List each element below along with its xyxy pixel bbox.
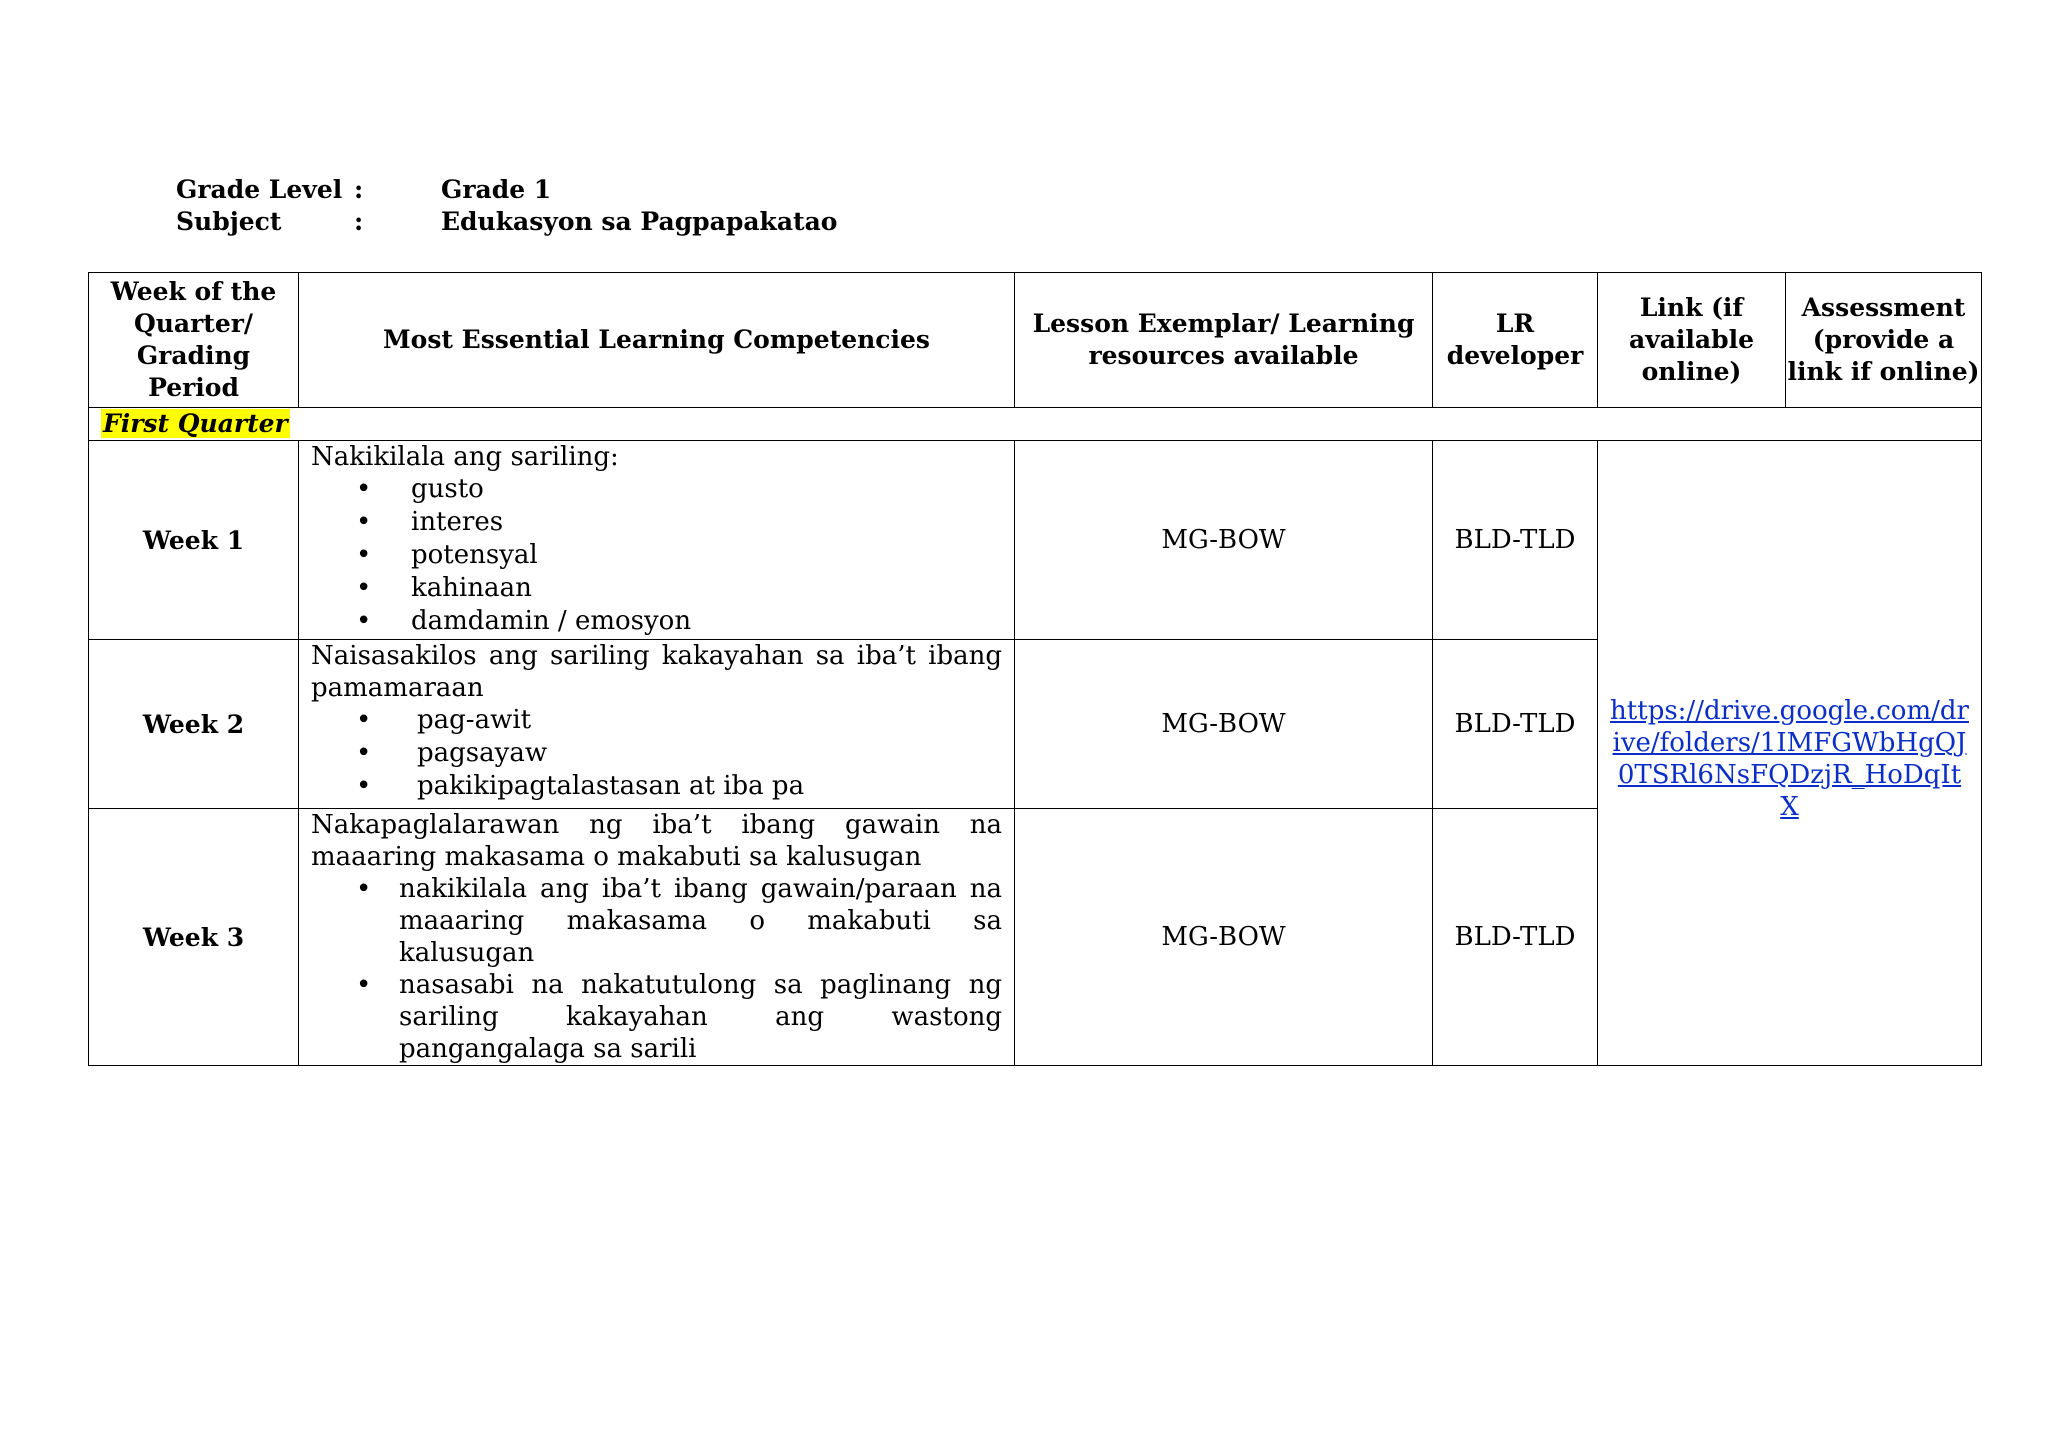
column-header-week: Week of the Quarter/ Grading Period [89, 273, 299, 408]
link-cell [1598, 441, 1982, 1066]
subject-row [176, 206, 837, 238]
column-header-competencies: Most Essential Learning Competencies [299, 273, 1015, 408]
column-header-lesson-exemplar: Lesson Exemplar/ Learning resources available [1015, 273, 1433, 408]
week-label: Week 3 [89, 809, 299, 1066]
column-header-link: Link (if available online) [1598, 273, 1786, 408]
lesson-exemplar-cell: MG-BOW [1015, 441, 1433, 640]
column-header-assessment: Assessment (provide a link if online) [1786, 273, 1982, 408]
bullet-icon: • [356, 606, 372, 636]
list-item: • nasasabi na nakatutulong sa paglinang ng sariling kakayahan ang wastong pangangalaga sa sarili [311, 969, 1002, 1065]
competency-text: Nakikilala ang sariling: [311, 442, 619, 472]
table-header-row [89, 273, 1982, 408]
grade-level-separator: : [354, 175, 364, 204]
competency-cell [299, 640, 1015, 809]
competency-list [311, 704, 1002, 803]
bullet-icon: • [356, 874, 372, 904]
competency-cell [299, 809, 1015, 1066]
lr-developer-cell: BLD-TLD [1433, 640, 1598, 809]
table-row [89, 441, 1982, 640]
list-item: • kahinaan [311, 572, 1002, 605]
lr-developer-cell: BLD-TLD [1433, 441, 1598, 640]
competency-text: Nakapaglalarawan ng iba’t ibang gawain na maaaring makasama o makabuti sa kalusugan [311, 810, 1002, 872]
grade-level-value: Grade 1 [441, 175, 552, 204]
column-header-lr-developer: LR developer [1433, 273, 1598, 408]
bullet-icon: • [356, 970, 372, 1000]
drive-folder-link[interactable]: https://drive.google.com/drive/folders/1IMFGWbHgQJ0TSRl6NsFQDzjR_HoDqItX [1610, 696, 1969, 822]
quarter-row [89, 408, 1982, 441]
lesson-exemplar-cell: MG-BOW [1015, 809, 1433, 1066]
bullet-icon: • [356, 771, 372, 801]
bullet-icon: • [356, 705, 372, 735]
competency-list [311, 473, 1002, 638]
bullet-icon: • [356, 507, 372, 537]
competency-list [311, 873, 1002, 1065]
list-item: • pagsayaw [311, 737, 1002, 770]
list-item: • pag-awit [311, 704, 1002, 737]
list-item: • gusto [311, 473, 1002, 506]
bullet-icon: • [356, 540, 372, 570]
competency-cell [299, 441, 1015, 640]
list-item: • interes [311, 506, 1002, 539]
subject-separator: : [354, 207, 364, 236]
grade-level-label: Grade Level [176, 175, 343, 204]
bullet-icon: • [356, 738, 372, 768]
document-meta [176, 174, 837, 238]
lesson-exemplar-cell: MG-BOW [1015, 640, 1433, 809]
quarter-label: First Quarter [103, 409, 288, 438]
week-label: Week 2 [89, 640, 299, 809]
competencies-table [88, 272, 1982, 1066]
list-item: • damdamin / emosyon [311, 605, 1002, 638]
list-item: • pakikipagtalastasan at iba pa [311, 770, 1002, 803]
subject-label: Subject [176, 207, 282, 236]
lr-developer-cell: BLD-TLD [1433, 809, 1598, 1066]
grade-level-row [176, 174, 837, 206]
list-item: • potensyal [311, 539, 1002, 572]
list-item: • nakikilala ang iba’t ibang gawain/paraan na maaaring makasama o makabuti sa kalusugan [311, 873, 1002, 969]
bullet-icon: • [356, 474, 372, 504]
week-label: Week 1 [89, 441, 299, 640]
bullet-icon: • [356, 573, 372, 603]
subject-value: Edukasyon sa Pagpapakatao [441, 207, 838, 236]
competency-text: Naisasakilos ang sariling kakayahan sa iba’t ibang pamamaraan [311, 641, 1002, 703]
